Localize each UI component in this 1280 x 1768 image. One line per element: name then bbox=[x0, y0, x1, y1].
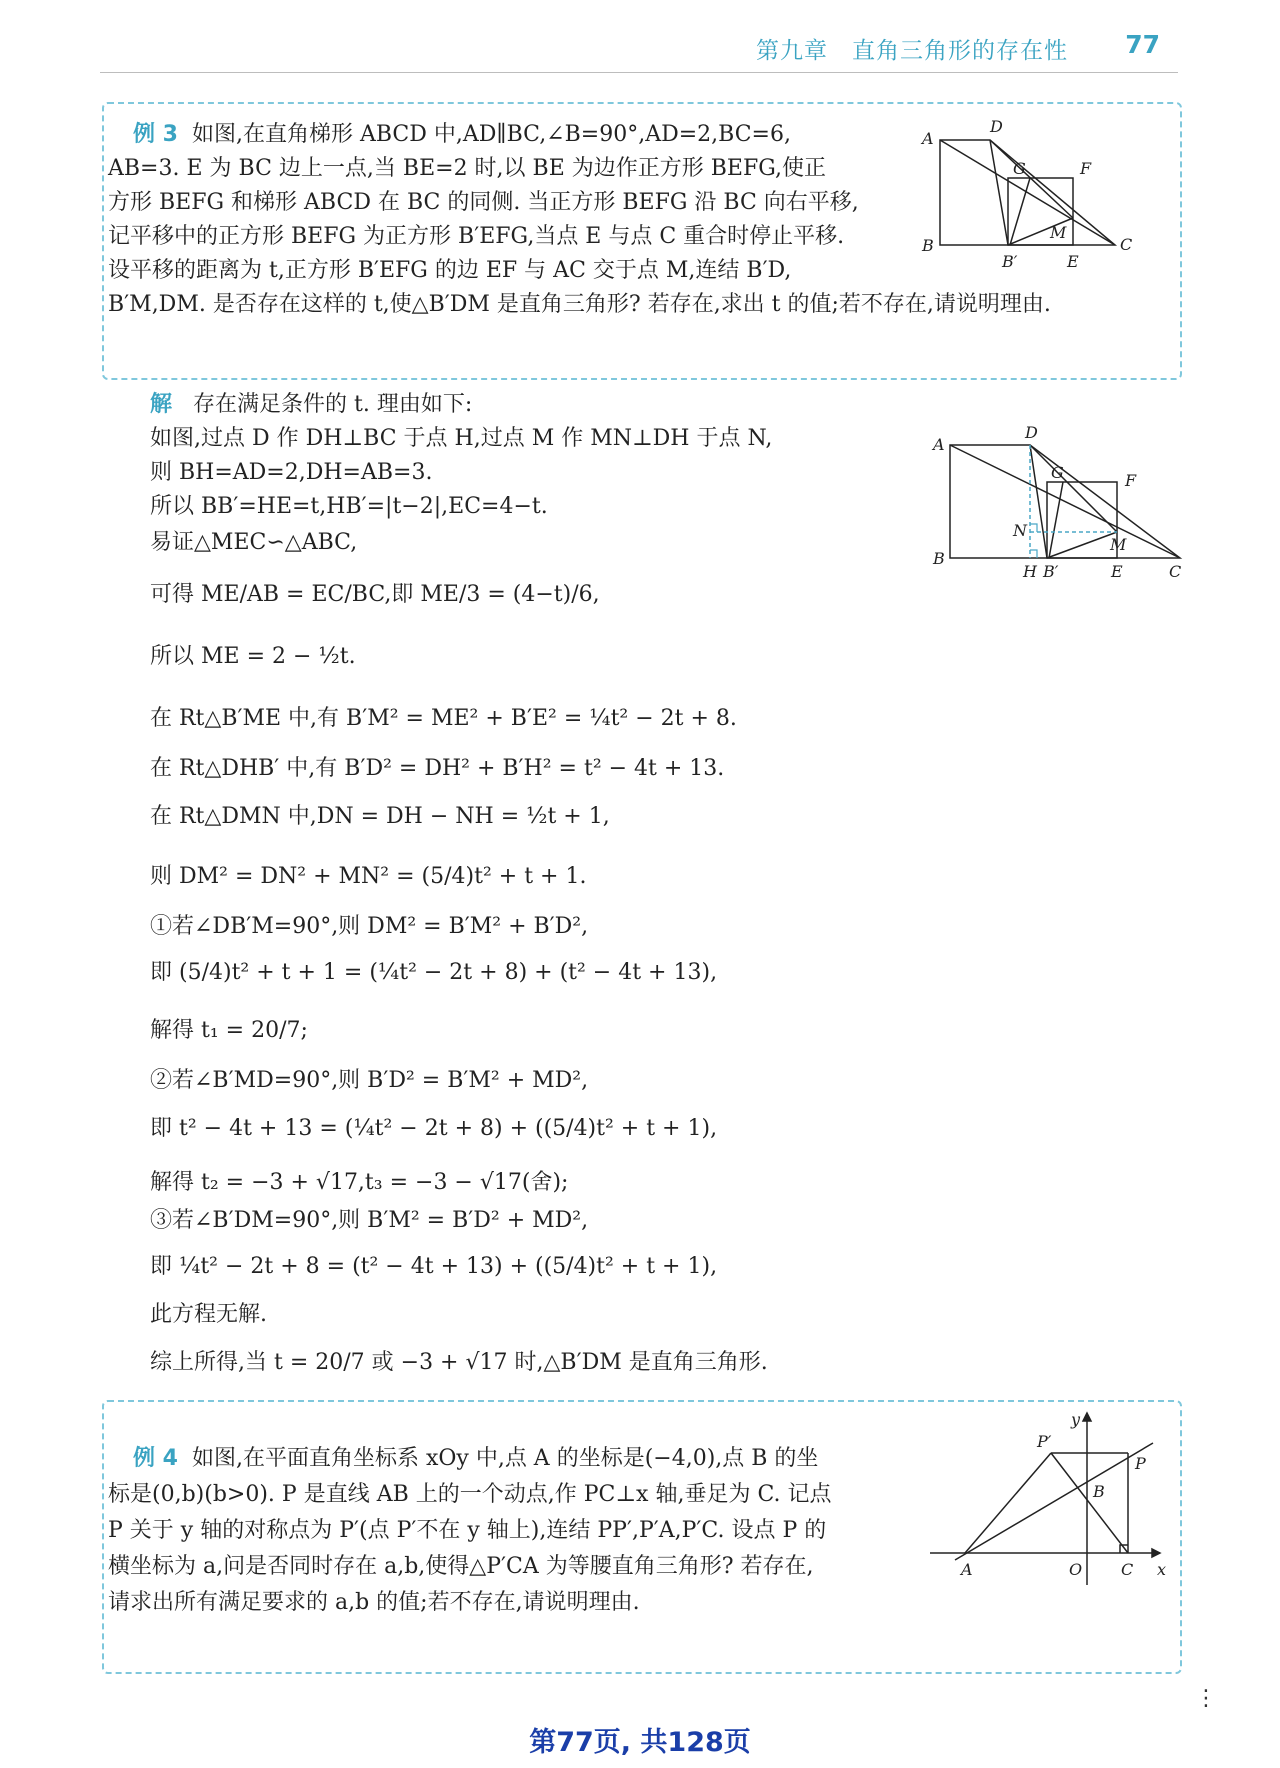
sol-fig-label-h: H bbox=[1023, 562, 1037, 580]
solution-line-13: 即 (5/4)t² + t + 1 = (¼t² − 2t + 8) + (t² − 4t + 13), bbox=[150, 960, 718, 985]
example4-label: 例 4 bbox=[133, 1446, 178, 1471]
solution-line-7: 所以 ME = 2 − ½t. bbox=[150, 644, 356, 669]
fig3-label-b: B bbox=[922, 236, 934, 255]
fig4-label-pp: P′ bbox=[1037, 1432, 1052, 1451]
solution-line-20: 此方程无解. bbox=[150, 1302, 267, 1327]
solution-line-1: 解 存在满足条件的 t. 理由如下: bbox=[150, 392, 473, 417]
solution-line-19: 即 ¼t² − 2t + 8 = (t² − 4t + 13) + ((5/4)t² + t + 1), bbox=[150, 1254, 718, 1279]
fig3-label-g: G bbox=[1013, 159, 1026, 178]
example3-line-3: 方形 BEFG 和梯形 ABCD 在 BC 的同侧. 当正方形 BEFG 沿 BC 向右平移, bbox=[108, 190, 859, 215]
corner-mark: ⋮ bbox=[1195, 1686, 1217, 1711]
fig4-label-b: B bbox=[1093, 1482, 1105, 1501]
solution-line-17: 解得 t₂ = −3 + √17,t₃ = −3 − √17(舍); bbox=[150, 1170, 569, 1195]
solution-line-11: 则 DM² = DN² + MN² = (5/4)t² + t + 1. bbox=[150, 864, 587, 889]
solution-line-16: 即 t² − 4t + 13 = (¼t² − 2t + 8) + ((5/4)t² + t + 1), bbox=[150, 1116, 718, 1141]
sol-fig-label-m: M bbox=[1110, 535, 1127, 554]
sol-fig-label-f: F bbox=[1125, 471, 1137, 490]
fig3-label-e: E bbox=[1067, 252, 1079, 271]
solution-line-5: 易证△MEC∽△ABC, bbox=[150, 530, 358, 555]
sol-fig-label-g: G bbox=[1051, 463, 1064, 482]
example4-line-4: 横坐标为 a,问是否同时存在 a,b,使得△P′CA 为等腰直角三角形? 若存在, bbox=[108, 1554, 814, 1579]
fig3-label-f: F bbox=[1080, 159, 1092, 178]
example3-line-5: 设平移的距离为 t,正方形 B′EFG 的边 EF 与 AC 交于点 M,连结 B′D, bbox=[108, 258, 792, 283]
chapter-title: 第九章 直角三角形的存在性 bbox=[756, 38, 1068, 64]
fig4-label-a: A bbox=[961, 1560, 973, 1579]
page-header bbox=[100, 32, 1178, 73]
sol-fig-label-a: A bbox=[933, 435, 945, 454]
fig3-label-bp: B′ bbox=[1002, 252, 1018, 271]
solution-line-6: 可得 ME/AB = EC/BC,即 ME/3 = (4−t)/6, bbox=[150, 582, 600, 607]
sol-fig-label-e: E bbox=[1111, 562, 1123, 580]
sol-fig-label-b: B bbox=[933, 549, 945, 568]
fig4-label-o: O bbox=[1069, 1560, 1083, 1579]
solution-line-8: 在 Rt△B′ME 中,有 B′M² = ME² + B′E² = ¼t² − 2t + 8. bbox=[150, 706, 737, 731]
sol-fig-label-n: N bbox=[1013, 521, 1027, 540]
solution-line-12: ①若∠DB′M=90°,则 DM² = B′M² + B′D², bbox=[150, 914, 589, 939]
fig4-label-p: P bbox=[1135, 1454, 1146, 1473]
solution-line-15: ②若∠B′MD=90°,则 B′D² = B′M² + MD², bbox=[150, 1068, 589, 1093]
page-number: 77 bbox=[1125, 30, 1160, 59]
example3-line-4: 记平移中的正方形 BEFG 为正方形 B′EFG,当点 E 与点 C 重合时停止平移. bbox=[108, 224, 845, 249]
fig4-label-y: y bbox=[1071, 1410, 1081, 1429]
solution-line-9: 在 Rt△DHB′ 中,有 B′D² = DH² + B′H² = t² − 4t + 13. bbox=[150, 756, 725, 781]
fig4-label-x: x bbox=[1157, 1560, 1167, 1579]
example3-label: 例 3 bbox=[133, 122, 178, 147]
example4-line-2: 标是(0,b)(b>0). P 是直线 AB 上的一个动点,作 PC⊥x 轴,垂足为 C. 记点 bbox=[108, 1482, 832, 1507]
solution-line-14: 解得 t₁ = 20/7; bbox=[150, 1018, 308, 1043]
sol-fig-label-bp: B′ bbox=[1043, 562, 1059, 580]
solution-line-2: 如图,过点 D 作 DH⊥BC 于点 H,过点 M 作 MN⊥DH 于点 N, bbox=[150, 426, 773, 451]
example3-figure bbox=[910, 110, 1180, 280]
solution-line-21: 综上所得,当 t = 20/7 或 −3 + √17 时,△B′DM 是直角三角形. bbox=[150, 1350, 768, 1375]
example4-figure bbox=[925, 1405, 1170, 1590]
solution-line-10: 在 Rt△DMN 中,DN = DH − NH = ½t + 1, bbox=[150, 804, 610, 829]
fig3-label-c: C bbox=[1120, 235, 1133, 254]
fig4-label-c: C bbox=[1121, 1560, 1134, 1579]
example4-line-1: 例 4 如图,在平面直角坐标系 xOy 中,点 A 的坐标是(−4,0),点 B 的坐 bbox=[133, 1446, 819, 1471]
sol-fig-label-c: C bbox=[1169, 562, 1182, 580]
sol-fig-label-d: D bbox=[1025, 423, 1038, 442]
example3-line-1: 例 3 如图,在直角梯形 ABCD 中,AD∥BC,∠B=90°,AD=2,BC=6, bbox=[133, 122, 791, 147]
solution-line-4: 所以 BB′=HE=t,HB′=|t−2|,EC=4−t. bbox=[150, 494, 548, 519]
page-footer: 第77页, 共128页 bbox=[529, 1727, 751, 1758]
solution-line-3: 则 BH=AD=2,DH=AB=3. bbox=[150, 460, 433, 485]
solution-figure bbox=[925, 420, 1190, 580]
fig3-label-m: M bbox=[1050, 223, 1067, 242]
example4-line-3: P 关于 y 轴的对称点为 P′(点 P′不在 y 轴上),连结 PP′,P′A,P′C. 设点 P 的 bbox=[108, 1518, 827, 1543]
solution-label: 解 bbox=[150, 392, 173, 417]
fig3-label-a: A bbox=[922, 129, 934, 148]
fig3-label-d: D bbox=[990, 117, 1003, 136]
example4-line-5: 请求出所有满足要求的 a,b 的值;若不存在,请说明理由. bbox=[108, 1590, 640, 1615]
example3-line-2: AB=3. E 为 BC 边上一点,当 BE=2 时,以 BE 为边作正方形 BEFG,使正 bbox=[108, 156, 827, 181]
example3-line-6: B′M,DM. 是否存在这样的 t,使△B′DM 是直角三角形? 若存在,求出 t 的值;若不存在,请说明理由. bbox=[108, 292, 1051, 317]
solution-line-18: ③若∠B′DM=90°,则 B′M² = B′D² + MD², bbox=[150, 1208, 589, 1233]
